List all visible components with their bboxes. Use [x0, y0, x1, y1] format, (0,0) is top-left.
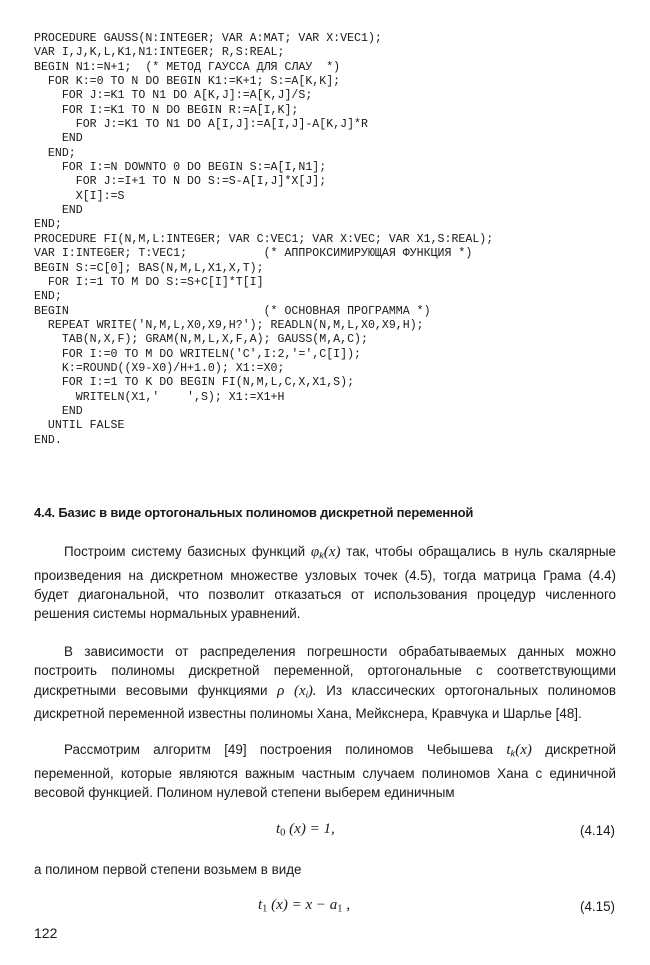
- paragraph-chebyshev: [34, 740, 616, 802]
- paragraph-basis-functions: [34, 542, 616, 624]
- eq2-sub: 1: [262, 903, 268, 915]
- code-line: FOR I:=1 TO K DO BEGIN FI(N,M,L,C,X,X1,S);: [34, 376, 355, 390]
- equation-number-4-15: (4.15): [580, 899, 615, 914]
- section-number: 4.4.: [34, 505, 55, 520]
- equation-4-15: [258, 897, 350, 915]
- eq2-t: t: [258, 897, 263, 913]
- section-heading: [34, 505, 614, 520]
- code-line: END: [34, 132, 83, 146]
- p2-xi-close: ).: [307, 682, 317, 699]
- p2-text-a: В зависимости от распределения погрешности обрабатываемых данных можно построить полиномы дискретной переменной, ортогональные с соответствующими дискретными весовыми функциями: [34, 644, 616, 698]
- eq1-rest: (x) = 1,: [285, 821, 335, 837]
- code-line: UNTIL FALSE: [34, 419, 125, 433]
- p1-text-a: Построим систему базисных функций: [64, 544, 311, 559]
- code-line: K:=ROUND((X9-X0)/H+1.0); X1:=X0;: [34, 361, 285, 375]
- p1-text-b: так, чтобы обращались в нуль скалярные произведения на дискретном множестве узловых точек (4.5), тогда матрица Грама (4.4) будет диагональной, что позволит отказаться от использования процедур численного решения системы нормальных уравнений.: [34, 544, 616, 622]
- code-line: BEGIN S:=C[0]; BAS(N,M,L,X1,X,T);: [34, 261, 264, 275]
- p3-t: t: [506, 742, 511, 758]
- p3-arg-x: (x): [515, 742, 532, 758]
- equation-number-4-14: (4.14): [580, 823, 615, 838]
- code-line: REPEAT WRITE('N,M,L,X0,X9,H?'); READLN(N,M,L,X0,X9,H);: [34, 318, 424, 332]
- p2-text-b: Из классических ортогональных полиномов дискретной переменной известны полиномы Хана, Мейкснера, Кравчука и Шарлье [48].: [34, 682, 616, 722]
- equation-4-14: [276, 821, 335, 839]
- code-line: WRITELN(X1,' ',S); X1:=X1+H: [34, 390, 285, 404]
- p1-arg-x: (x): [323, 544, 341, 560]
- page-number: 122: [34, 925, 58, 941]
- code-line: VAR I,J,K,L,K1,N1:INTEGER; R,S:REAL;: [34, 46, 285, 60]
- code-line: FOR J:=I+1 TO N DO S:=S-A[I,J]*X[J];: [34, 175, 327, 189]
- p3-text-a: Рассмотрим алгоритм [49] построения полиномов Чебышева: [64, 742, 507, 757]
- p2-xi-open: (x: [284, 682, 306, 699]
- code-line: X[I]:=S: [34, 189, 125, 203]
- eq1-t: t: [276, 821, 281, 837]
- eq2-end: ,: [342, 897, 350, 913]
- code-line: FOR J:=K1 TO N1 DO A[K,J]:=A[K,J]/S;: [34, 89, 313, 103]
- p2-sub-i: i: [305, 688, 308, 699]
- code-line: FOR I:=K1 TO N DO BEGIN R:=A[I,K];: [34, 103, 299, 117]
- paragraph-discrete-polynomials: [34, 642, 616, 724]
- code-line: FOR I:=N DOWNTO 0 DO BEGIN S:=A[I,N1];: [34, 161, 327, 175]
- paragraph-first-degree: а полином первой степени возьмем в виде: [34, 862, 302, 877]
- eq2-mid: (x) = x − a: [267, 897, 338, 913]
- code-line: PROCEDURE GAUSS(N:INTEGER; VAR A:MAT; VAR X:VEC1);: [34, 32, 382, 45]
- p1-phi: φ: [310, 544, 320, 560]
- eq1-sub: 0: [280, 827, 286, 839]
- pascal-code-listing: [34, 32, 644, 448]
- code-line: FOR I:=0 TO M DO WRITELN('C',I:2,'=',C[I]);: [34, 347, 361, 361]
- section-title: Базис в виде ортогональных полиномов дискретной переменной: [58, 505, 474, 520]
- code-line: FOR K:=0 TO N DO BEGIN K1:=K+1; S:=A[K,K];: [34, 75, 341, 89]
- code-line: END: [34, 404, 83, 418]
- code-line: BEGIN (* ОСНОВНАЯ ПРОГРАММА *): [34, 304, 431, 318]
- p1-sub-k: k: [319, 550, 324, 561]
- p2-rho: ρ: [277, 682, 285, 699]
- code-line: TAB(N,X,F); GRAM(N,M,L,X,F,A); GAUSS(M,A,C);: [34, 333, 368, 347]
- p3-sub-k: k: [510, 748, 516, 759]
- code-line: VAR I:INTEGER; T:VEC1; (* АППРОКСИМИРУЮЩАЯ ФУНКЦИЯ *): [34, 247, 473, 261]
- code-line: FOR I:=1 TO M DO S:=S+C[I]*T[I]: [34, 275, 264, 289]
- code-line: END.: [34, 433, 62, 447]
- code-line: BEGIN N1:=N+1; (* МЕТОД ГАУССА ДЛЯ СЛАУ *): [34, 60, 341, 74]
- code-line: END;: [34, 146, 76, 160]
- code-line: END;: [34, 290, 62, 304]
- code-line: PROCEDURE FI(N,M,L:INTEGER; VAR C:VEC1; VAR X:VEC; VAR X1,S:REAL);: [34, 232, 494, 246]
- code-line: END;: [34, 218, 62, 232]
- p3-text-b: дискретной переменной, которые являются важным частным случаем полиномов Хана с единичной весовой функцией. Полином нулевой степени выберем единичным: [34, 742, 616, 800]
- eq2-sub2: 1: [337, 903, 343, 915]
- code-line: FOR J:=K1 TO N1 DO A[I,J]:=A[I,J]-A[K,J]*R: [34, 118, 368, 132]
- code-line: END: [34, 204, 83, 218]
